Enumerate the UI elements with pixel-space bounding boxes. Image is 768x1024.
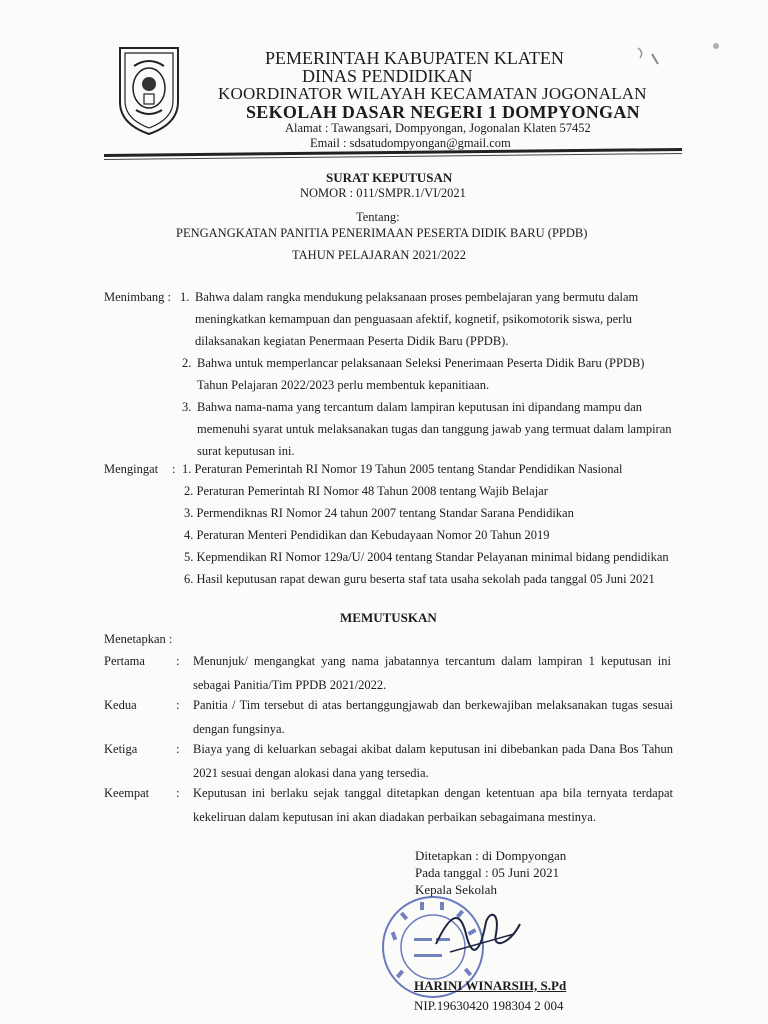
mengingat-item-3: 3. Permendiknas RI Nomor 24 tahun 2007 tentang Standar Sarana Pendidikan — [184, 506, 574, 520]
decision-label-ketiga: Ketiga — [104, 742, 138, 756]
decision-label-pertama: Pertama — [104, 654, 145, 668]
menimbang-item-3-number: 3. — [182, 400, 192, 414]
decision-colon-kedua: : — [176, 698, 180, 712]
mengingat-item-2: 2. Peraturan Pemerintah RI Nomor 48 Tahun 2008 tentang Wajib Belajar — [184, 484, 548, 498]
mengingat-item-5: 5. Kepmendikan RI Nomor 129a/U/ 2004 tentang Standar Pelayanan minimal bidang pendidikan — [184, 550, 669, 564]
signatory-nip: NIP.19630420 198304 2 004 — [414, 998, 564, 1013]
menimbang-item-1-line-2: meningkatkan kemampuan dan penguasaan afektif, kognetif, psikomotorik siswa, perlu — [195, 312, 633, 326]
menimbang-label: Menimbang : — [104, 290, 172, 304]
menimbang-item-1-number: 1. — [180, 290, 190, 304]
mengingat-item-4: 4. Peraturan Menteri Pendidikan dan Kebudayaan Nomor 20 Tahun 2019 — [184, 528, 550, 542]
tentang-label: Tentang: — [356, 210, 400, 224]
decision-text-ketiga: Biaya yang di keluarkan sebagai akibat dalam keputusan ini dibebankan pada Dana Bos Tahun 2021 sesuai dengan alokasi dana yang tersedia. — [193, 742, 673, 780]
memutuskan-heading: MEMUTUSKAN — [340, 610, 437, 625]
document-title: SURAT KEPUTUSAN — [326, 170, 453, 185]
letterhead-department: DINAS PENDIDIKAN — [302, 66, 473, 86]
decision-text-keempat: Keputusan ini berlaku sejak tanggal ditetapkan dengan ketentuan apa bila ternyata terdapat kekeliruan dalam keputusan ini akan diadakan perbaikan sebagaimana mestinya. — [193, 786, 673, 824]
mengingat-item-1: 1. Peraturan Pemerintah RI Nomor 19 Tahun 2005 tentang Standar Pendidikan Nasional — [182, 462, 623, 476]
document-number: NOMOR : 011/SMPR.1/VI/2021 — [300, 186, 466, 200]
menetapkan-label: Menetapkan : — [104, 632, 173, 646]
menimbang-item-3-line-1: Bahwa nama-nama yang tercantum dalam lampiran keputusan ini dipandang mampu dan — [197, 400, 642, 414]
mengingat-item-6: 6. Hasil keputusan rapat dewan guru beserta staf tata usaha sekolah pada tanggal 05 Juni 2021 — [184, 572, 655, 586]
letterhead-coordinator: KOORDINATOR WILAYAH KECAMATAN JOGONALAN — [218, 84, 647, 103]
handwritten-signature — [430, 904, 526, 962]
decision-label-kedua: Kedua — [104, 698, 137, 712]
signature-role: Kepala Sekolah — [415, 882, 497, 897]
menimbang-item-1-line-3: dilaksanakan kegiatan Penermaan Peserta Didik Baru (PPDB). — [195, 334, 509, 348]
mengingat-label: Mengingat — [104, 462, 159, 476]
decision-text-kedua: Panitia / Tim tersebut di atas bertanggungjawab dan berkewajiban melaksanakan tugas sesuai dengan fungsinya. — [193, 698, 673, 736]
menimbang-item-3-line-2: memenuhi syarat untuk melaksanakan tugas dan tanggung jawab yang termuat dalam lampiran — [197, 422, 672, 436]
menimbang-item-1-line-1: Bahwa dalam rangka mendukung pelaksanaan proses pembelajaran yang bermutu dalam — [195, 290, 639, 304]
signature-place: Ditetapkan : di Dompyongan — [415, 848, 567, 863]
letterhead-email: Email : sdsatudompyongan@gmail.com — [310, 136, 511, 150]
letterhead-school-name: SEKOLAH DASAR NEGERI 1 DOMPYONGAN — [246, 102, 640, 122]
tentang-subject: PENGANGKATAN PANITIA PENERIMAAN PESERTA DIDIK BARU (PPDB) — [176, 226, 588, 240]
menimbang-item-2-line-1: Bahwa untuk memperlancar pelaksanaan Seleksi Penerimaan Peserta Didik Baru (PPDB) — [197, 356, 645, 370]
letterhead-government: PEMERINTAH KABUPATEN KLATEN — [265, 48, 564, 68]
decision-colon-ketiga: : — [176, 742, 180, 756]
decision-text-pertama: Menunjuk/ mengangkat yang nama jabatannya tercantum dalam lampiran 1 keputusan ini sebagai Panitia/Tim PPDB 2021/2022. — [193, 654, 671, 692]
regency-emblem-logo — [114, 44, 184, 136]
scan-noise-marks — [628, 40, 728, 90]
signatory-name: HARINI WINARSIH, S.Pd — [414, 978, 567, 993]
menimbang-item-2-number: 2. — [182, 356, 192, 370]
menimbang-item-2-line-2: Tahun Pelajaran 2022/2023 perlu membentuk kepanitiaan. — [197, 378, 490, 392]
letterhead-address: Alamat : Tawangsari, Dompyongan, Jogonalan Klaten 57452 — [285, 121, 591, 135]
decision-colon-pertama: : — [176, 654, 180, 668]
decision-colon-keempat: : — [176, 786, 180, 800]
menimbang-item-3-line-3: surat keputusan ini. — [197, 444, 295, 458]
signature-date: Pada tanggal : 05 Juni 2021 — [415, 865, 560, 880]
tentang-year: TAHUN PELAJARAN 2021/2022 — [292, 248, 466, 262]
mengingat-colon: : — [172, 462, 176, 476]
decision-label-keempat: Keempat — [104, 786, 150, 800]
